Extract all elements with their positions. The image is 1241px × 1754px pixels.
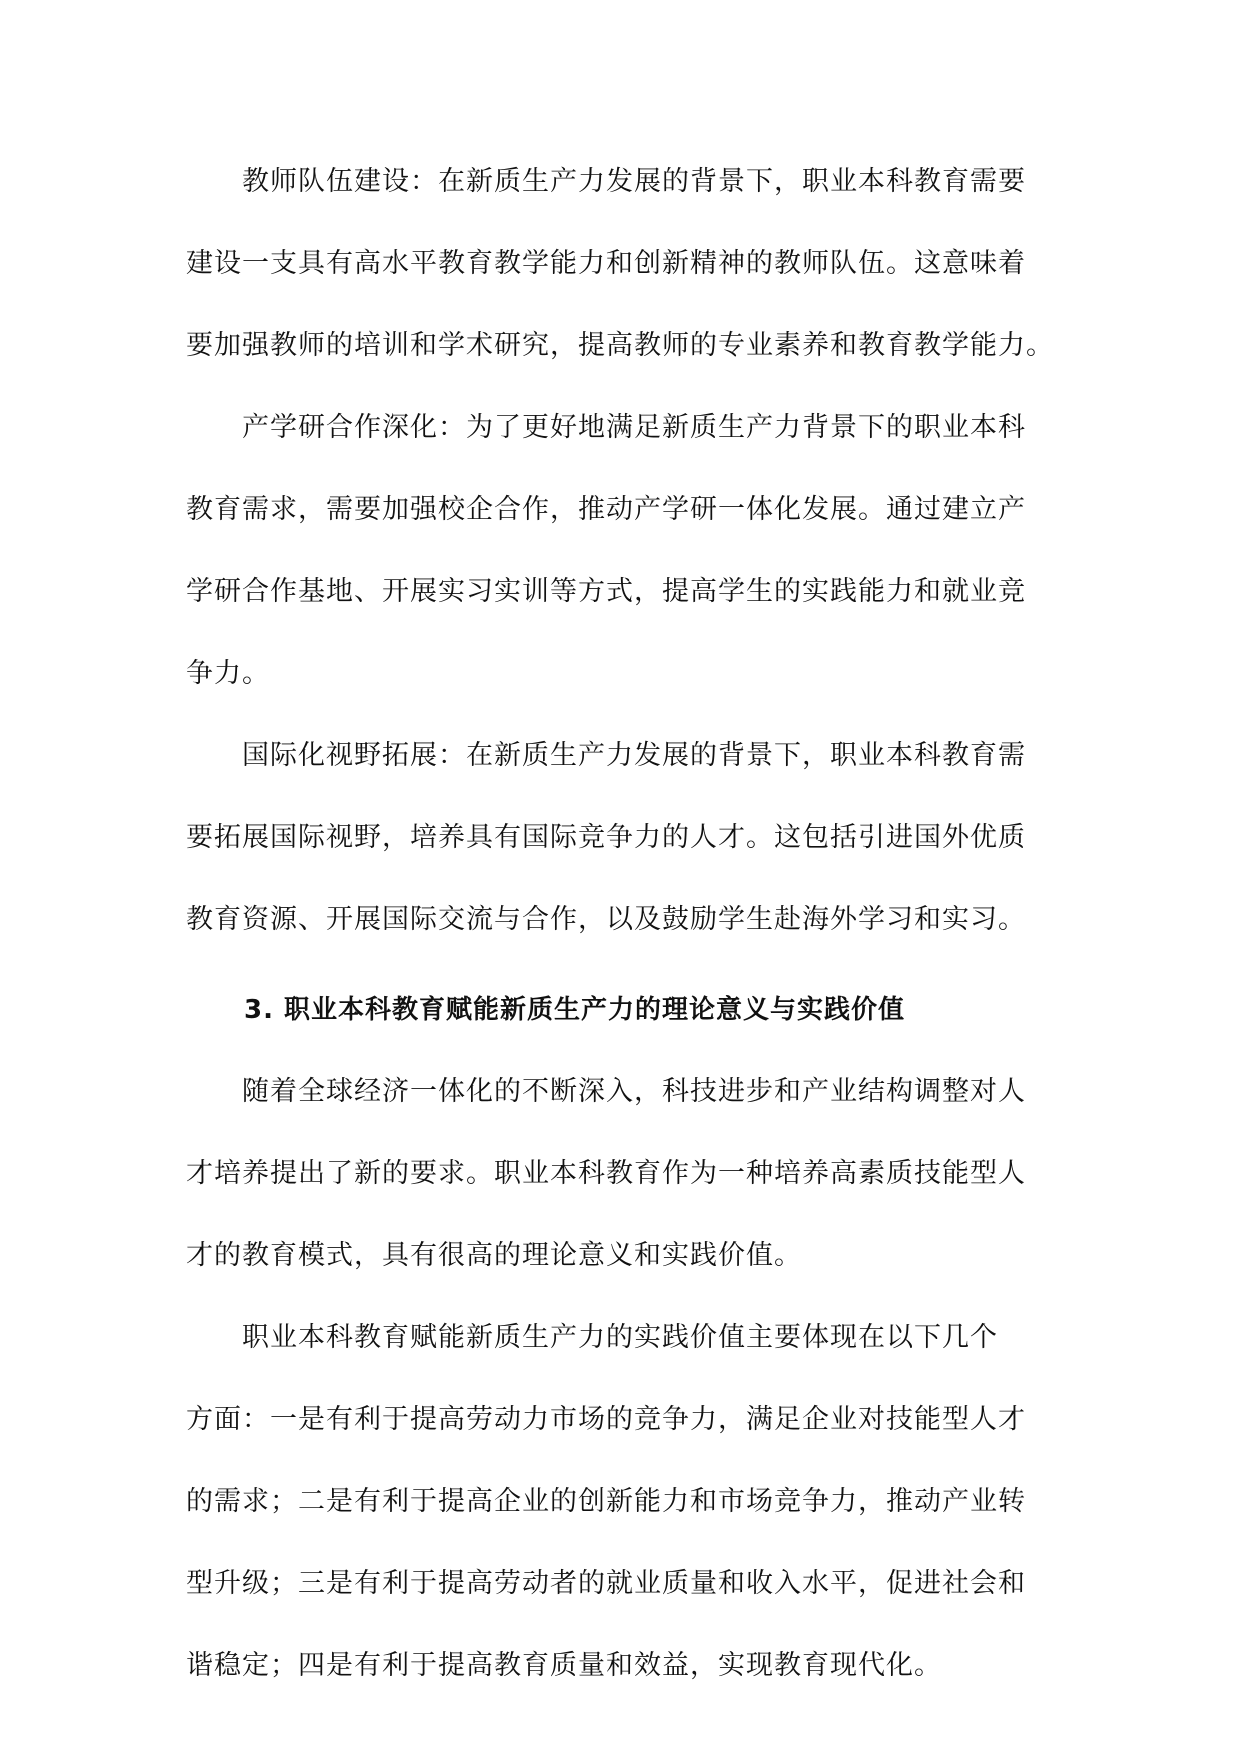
section-heading: 3. 职业本科教育赋能新质生产力的理论意义与实践价值 xyxy=(244,995,906,1025)
paragraph-international-vision: 国际化视野拓展：在新质生产力发展的背景下，职业本科教育需 要拓展国际视野，培养具有国际竞争力的人才。这包括引进国外优质 教育资源、开展国际交流与合作，以及鼓励学生赴海外学习和实习。 xyxy=(186,740,1026,935)
document-body xyxy=(186,141,1066,1707)
spacer xyxy=(186,961,1066,969)
paragraph-practical-value: 职业本科教育赋能新质生产力的实践价值主要体现在以下几个 方面：一是有利于提高劳动力市场的竞争力，满足企业对技能型人才 的需求；二是有利于提高企业的创新能力和市场竞争力，推动产业转 型升级；三是有利于提高劳动者的就业质量和收入水平，促进社会和 谐稳定；四是有利于提高教育质量和效益，实现教育现代化。 xyxy=(186,1322,1026,1681)
paragraph-teacher-team: 教师队伍建设：在新质生产力发展的背景下，职业本科教育需要 建设一支具有高水平教育教学能力和创新精神的教师队伍。这意味着 要加强教师的培训和学术研究，提高教师的专业素养和教育教学能力。 xyxy=(186,166,1054,361)
paragraph-industry-research-cooperation: 产学研合作深化：为了更好地满足新质生产力背景下的职业本科 教育需求，需要加强校企合作，推动产学研一体化发展。通过建立产 学研合作基地、开展实习实训等方式，提高学生的实践能力和就业竞 争力。 xyxy=(186,412,1026,689)
paragraph-global-economy: 随着全球经济一体化的不断深入，科技进步和产业结构调整对人 才培养提出了新的要求。职业本科教育作为一种培养高素质技能型人 才的教育模式，具有很高的理论意义和实践价值。 xyxy=(186,1076,1026,1271)
